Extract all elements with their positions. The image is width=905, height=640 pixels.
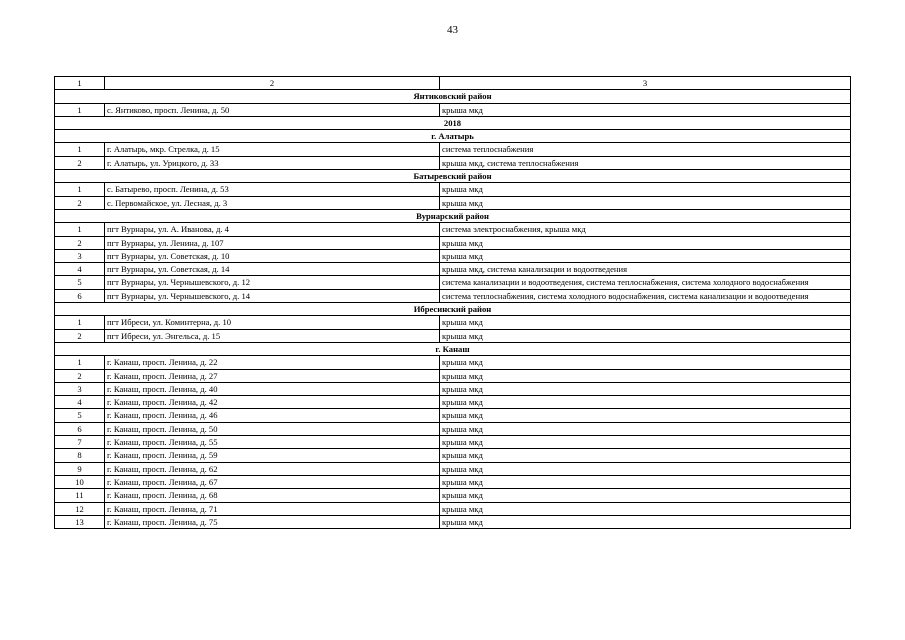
- section-header-row: [55, 170, 851, 183]
- section-header-row: [55, 90, 851, 103]
- row-number: 2: [55, 236, 105, 249]
- row-address: с. Первомайское, ул. Лесная, д. 3: [105, 196, 440, 209]
- section-title: Вурнарский район: [55, 209, 851, 222]
- table-row: [55, 515, 851, 528]
- row-works: система канализации и водоотведения, система теплоснабжения, система холодного водоснабжения: [440, 276, 851, 289]
- table-row: [55, 223, 851, 236]
- section-title: 2018: [55, 116, 851, 129]
- table-row: [55, 422, 851, 435]
- row-address: г. Канаш, просп. Ленина, д. 40: [105, 382, 440, 395]
- section-header-row: [55, 130, 851, 143]
- table-row: [55, 356, 851, 369]
- table-row: [55, 449, 851, 462]
- row-works: крыша мкд: [440, 329, 851, 342]
- row-works: крыша мкд: [440, 316, 851, 329]
- row-works: крыша мкд: [440, 422, 851, 435]
- page-number: 43: [447, 24, 458, 36]
- table-row: [55, 103, 851, 116]
- row-number: 12: [55, 502, 105, 515]
- section-title: г. Канаш: [55, 342, 851, 355]
- table-row: [55, 263, 851, 276]
- row-address: г. Канаш, просп. Ленина, д. 59: [105, 449, 440, 462]
- row-number: 8: [55, 449, 105, 462]
- section-title: Янтиковский район: [55, 90, 851, 103]
- table-row: [55, 436, 851, 449]
- table-row: [55, 143, 851, 156]
- row-address: пгт Вурнары, ул. Чернышевского, д. 12: [105, 276, 440, 289]
- row-works: крыша мкд: [440, 356, 851, 369]
- row-number: 5: [55, 276, 105, 289]
- section-header-row: [55, 116, 851, 129]
- row-address: г. Канаш, просп. Ленина, д. 50: [105, 422, 440, 435]
- row-works: крыша мкд: [440, 409, 851, 422]
- row-number: 6: [55, 289, 105, 302]
- column-number-row: [55, 77, 851, 90]
- section-header-row: [55, 209, 851, 222]
- table-row: [55, 396, 851, 409]
- row-number: 10: [55, 475, 105, 488]
- row-number: 11: [55, 489, 105, 502]
- table-row: [55, 502, 851, 515]
- table-row: [55, 276, 851, 289]
- registry-table: [54, 76, 851, 529]
- row-works: крыша мкд: [440, 103, 851, 116]
- row-works: крыша мкд: [440, 369, 851, 382]
- row-number: 1: [55, 223, 105, 236]
- row-number: 5: [55, 409, 105, 422]
- row-number: 7: [55, 436, 105, 449]
- row-works: крыша мкд: [440, 249, 851, 262]
- row-address: г. Канаш, просп. Ленина, д. 71: [105, 502, 440, 515]
- section-header-row: [55, 303, 851, 316]
- row-works: крыша мкд: [440, 449, 851, 462]
- row-number: 1: [55, 316, 105, 329]
- table-row: [55, 183, 851, 196]
- row-number: 2: [55, 196, 105, 209]
- row-works: крыша мкд, система канализации и водоотведения: [440, 263, 851, 276]
- row-address: г. Канаш, просп. Ленина, д. 42: [105, 396, 440, 409]
- table-row: [55, 462, 851, 475]
- row-works: крыша мкд, система теплоснабжения: [440, 156, 851, 169]
- row-address: пгт Вурнары, ул. Ленина, д. 107: [105, 236, 440, 249]
- row-address: г. Канаш, просп. Ленина, д. 67: [105, 475, 440, 488]
- table-body: [55, 90, 851, 529]
- row-address: с. Янтиково, просп. Ленина, д. 50: [105, 103, 440, 116]
- row-number: 9: [55, 462, 105, 475]
- section-title: Ибресинский район: [55, 303, 851, 316]
- column-number-3: 3: [440, 77, 851, 90]
- row-address: г. Канаш, просп. Ленина, д. 75: [105, 515, 440, 528]
- table-row: [55, 249, 851, 262]
- row-works: крыша мкд: [440, 436, 851, 449]
- row-works: крыша мкд: [440, 236, 851, 249]
- row-works: крыша мкд: [440, 489, 851, 502]
- column-number-2: 2: [105, 77, 440, 90]
- row-address: г. Канаш, просп. Ленина, д. 68: [105, 489, 440, 502]
- row-number: 4: [55, 396, 105, 409]
- table-row: [55, 236, 851, 249]
- row-number: 13: [55, 515, 105, 528]
- table-row: [55, 489, 851, 502]
- row-address: пгт Вурнары, ул. А. Иванова, д. 4: [105, 223, 440, 236]
- section-header-row: [55, 342, 851, 355]
- row-address: с. Батырево, просп. Ленина, д. 53: [105, 183, 440, 196]
- row-address: г. Канаш, просп. Ленина, д. 46: [105, 409, 440, 422]
- row-works: крыша мкд: [440, 196, 851, 209]
- row-number: 1: [55, 103, 105, 116]
- row-address: пгт Ибреси, ул. Коминтерна, д. 10: [105, 316, 440, 329]
- row-number: 4: [55, 263, 105, 276]
- table-row: [55, 369, 851, 382]
- table-row: [55, 289, 851, 302]
- table-row: [55, 475, 851, 488]
- row-address: пгт Ибреси, ул. Энгельса, д. 15: [105, 329, 440, 342]
- column-number-1: 1: [55, 77, 105, 90]
- row-works: крыша мкд: [440, 382, 851, 395]
- row-number: 6: [55, 422, 105, 435]
- row-number: 2: [55, 329, 105, 342]
- row-number: 3: [55, 249, 105, 262]
- table-row: [55, 196, 851, 209]
- table-row: [55, 316, 851, 329]
- row-number: 1: [55, 183, 105, 196]
- row-address: г. Канаш, просп. Ленина, д. 62: [105, 462, 440, 475]
- table-row: [55, 409, 851, 422]
- row-address: г. Канаш, просп. Ленина, д. 55: [105, 436, 440, 449]
- row-number: 2: [55, 156, 105, 169]
- row-address: г. Алатырь, мкр. Стрелка, д. 15: [105, 143, 440, 156]
- row-address: г. Канаш, просп. Ленина, д. 27: [105, 369, 440, 382]
- row-number: 1: [55, 356, 105, 369]
- table-row: [55, 156, 851, 169]
- row-address: пгт Вурнары, ул. Чернышевского, д. 14: [105, 289, 440, 302]
- section-title: г. Алатырь: [55, 130, 851, 143]
- row-number: 3: [55, 382, 105, 395]
- row-works: система теплоснабжения, система холодного водоснабжения, система канализации и водоотведения: [440, 289, 851, 302]
- row-works: крыша мкд: [440, 515, 851, 528]
- row-address: г. Канаш, просп. Ленина, д. 22: [105, 356, 440, 369]
- row-works: крыша мкд: [440, 502, 851, 515]
- row-address: пгт Вурнары, ул. Советская, д. 14: [105, 263, 440, 276]
- row-works: крыша мкд: [440, 462, 851, 475]
- row-address: г. Алатырь, ул. Урицкого, д. 33: [105, 156, 440, 169]
- row-address: пгт Вурнары, ул. Советская, д. 10: [105, 249, 440, 262]
- row-number: 2: [55, 369, 105, 382]
- table-row: [55, 329, 851, 342]
- row-works: система теплоснабжения: [440, 143, 851, 156]
- table-row: [55, 382, 851, 395]
- row-works: крыша мкд: [440, 396, 851, 409]
- row-works: система электроснабжения, крыша мкд: [440, 223, 851, 236]
- section-title: Батыревский район: [55, 170, 851, 183]
- row-works: крыша мкд: [440, 475, 851, 488]
- row-number: 1: [55, 143, 105, 156]
- row-works: крыша мкд: [440, 183, 851, 196]
